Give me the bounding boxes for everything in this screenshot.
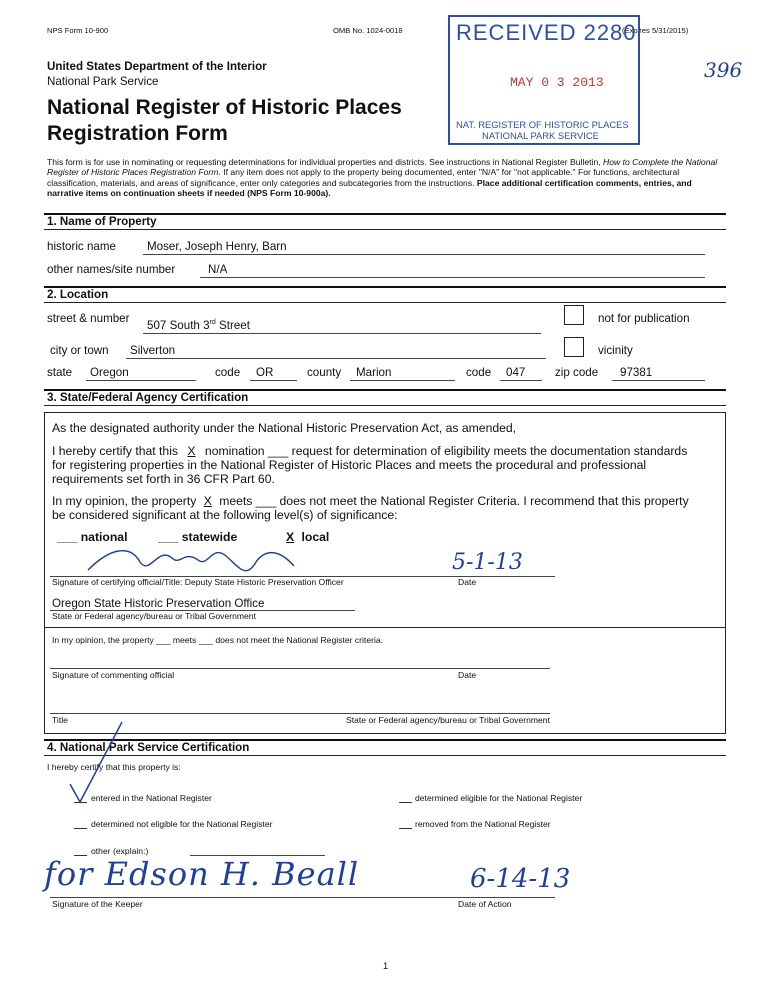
city-field[interactable]: Silverton [130, 344, 176, 357]
cert-p5: In my opinion, the property X meets ___ does not meet the National Register Criteria. I recommend that this property [52, 494, 689, 508]
keeper-signature: for Edson H. Beall [44, 855, 360, 893]
received-stamp [448, 15, 640, 145]
county-code-field[interactable]: 047 [506, 366, 526, 379]
county-label: county [307, 366, 342, 379]
stamp-received: RECEIVED 2280 [456, 20, 637, 45]
cert-p2: I hereby certify that this X nomination ___ request for determination of eligibility meets the documentation standards [52, 444, 688, 458]
entered-option[interactable]: entered in the National Register [91, 793, 212, 803]
section2-heading: 2. Location [47, 288, 109, 301]
state-code-label: code [215, 366, 241, 379]
state-code-field[interactable]: OR [256, 366, 274, 379]
removed-option[interactable]: removed from the National Register [415, 819, 551, 829]
state-field[interactable]: Oregon [90, 366, 129, 379]
level-statewide: ___ statewide [158, 530, 238, 544]
determined-eligible-option[interactable]: determined eligible for the National Register [415, 793, 583, 803]
determined-not-eligible-option[interactable]: determined not eligible for the National Register [91, 819, 273, 829]
service: National Park Service [47, 75, 159, 88]
office-label: State or Federal agency/bureau or Tribal Government [52, 611, 256, 621]
historic-name-label: historic name [47, 240, 116, 253]
cert-p4: requirements set forth in 36 CFR Part 60. [52, 472, 275, 486]
county-field[interactable]: Marion [356, 366, 392, 379]
agency-label-2: State or Federal agency/bureau or Tribal Government [346, 715, 550, 725]
certify-line: I hereby certify that this property is: [47, 762, 181, 772]
form-number: NPS Form 10-900 [47, 26, 109, 35]
cert-p1: As the designated authority under the National Historic Preservation Act, as amended, [52, 421, 517, 435]
other-names-field[interactable]: N/A [208, 263, 228, 276]
action-date-label: Date of Action [458, 899, 512, 909]
cert-p3: for registering properties in the National Register of Historic Places and meets the procedural and professional [52, 458, 647, 472]
level-national: ___ national [57, 530, 128, 544]
page-number: 1 [383, 960, 389, 971]
street-label: street & number [47, 312, 130, 325]
stamp-date: MAY 0 3 2013 [510, 75, 604, 90]
street-field[interactable]: 507 South 3rd Street [147, 319, 250, 332]
other-names-label: other names/site number [47, 263, 176, 276]
other-option[interactable]: other (explain:) [91, 846, 149, 856]
opinion-line: In my opinion, the property ___ meets ___ does not meet the National Register criteria. [52, 635, 384, 645]
office-name: Oregon State Historic Preservation Office [52, 597, 265, 610]
stamp-line1: NAT. REGISTER OF HISTORIC PLACES [456, 119, 629, 130]
not-for-publication-checkbox[interactable] [564, 305, 584, 325]
certifying-date-handwritten: 5-1-13 [452, 550, 523, 575]
expiration: (Expires 5/31/2015) [622, 26, 689, 35]
form-title-line2: Registration Form [47, 122, 228, 145]
omb-number: OMB No. 1024-0018 [333, 26, 403, 35]
signature-certifying-label: Signature of certifying official/Title: Deputy State Historic Preservation Officer [52, 577, 344, 587]
action-date-handwritten: 6-14-13 [470, 864, 571, 894]
county-code-label: code [466, 366, 492, 379]
state-label: state [47, 366, 73, 379]
section1-heading: 1. Name of Property [47, 215, 157, 228]
section4-heading: 4. National Park Service Certification [47, 741, 250, 754]
commenting-signature-label: Signature of commenting official [52, 670, 175, 680]
date-label-2: Date [458, 670, 477, 680]
stamp-line2: NATIONAL PARK SERVICE [482, 130, 599, 141]
city-label: city or town [50, 344, 109, 357]
department: United States Department of the Interior [47, 60, 267, 73]
form-title-line1: National Register of Historic Places [47, 96, 402, 119]
historic-name-field[interactable]: Moser, Joseph Henry, Barn [147, 240, 287, 253]
vicinity-label: vicinity [598, 344, 633, 357]
vicinity-checkbox[interactable] [564, 337, 584, 357]
zip-label: zip code [555, 366, 599, 379]
date-label: Date [458, 577, 477, 587]
level-local: X local [286, 530, 330, 544]
intro-paragraph: This form is for use in nominating or requesting determinations for individual properties and districts. See instructions in National Register Bulletin, How to Complete the National Register of Historic Places Registration Form. If any item does not apply to the property being documented, enter "N/A" for "not applicable." For functions, architectural classification, materials, and areas of significance, enter only categories and subcategories from the instructions. Place additional certification comments, entries, and narrative items on continuation sheets if needed (NPS Form 10-900a). [47, 157, 718, 199]
not-for-publication-label: not for publication [598, 312, 690, 325]
zip-field[interactable]: 97381 [620, 366, 653, 379]
section3-heading: 3. State/Federal Agency Certification [47, 391, 249, 404]
keeper-label: Signature of the Keeper [52, 899, 143, 909]
title-label: Title [52, 715, 68, 725]
handwritten-number: 396 [704, 58, 743, 82]
cert-p6: be considered significant at the following level(s) of significance: [52, 508, 398, 522]
